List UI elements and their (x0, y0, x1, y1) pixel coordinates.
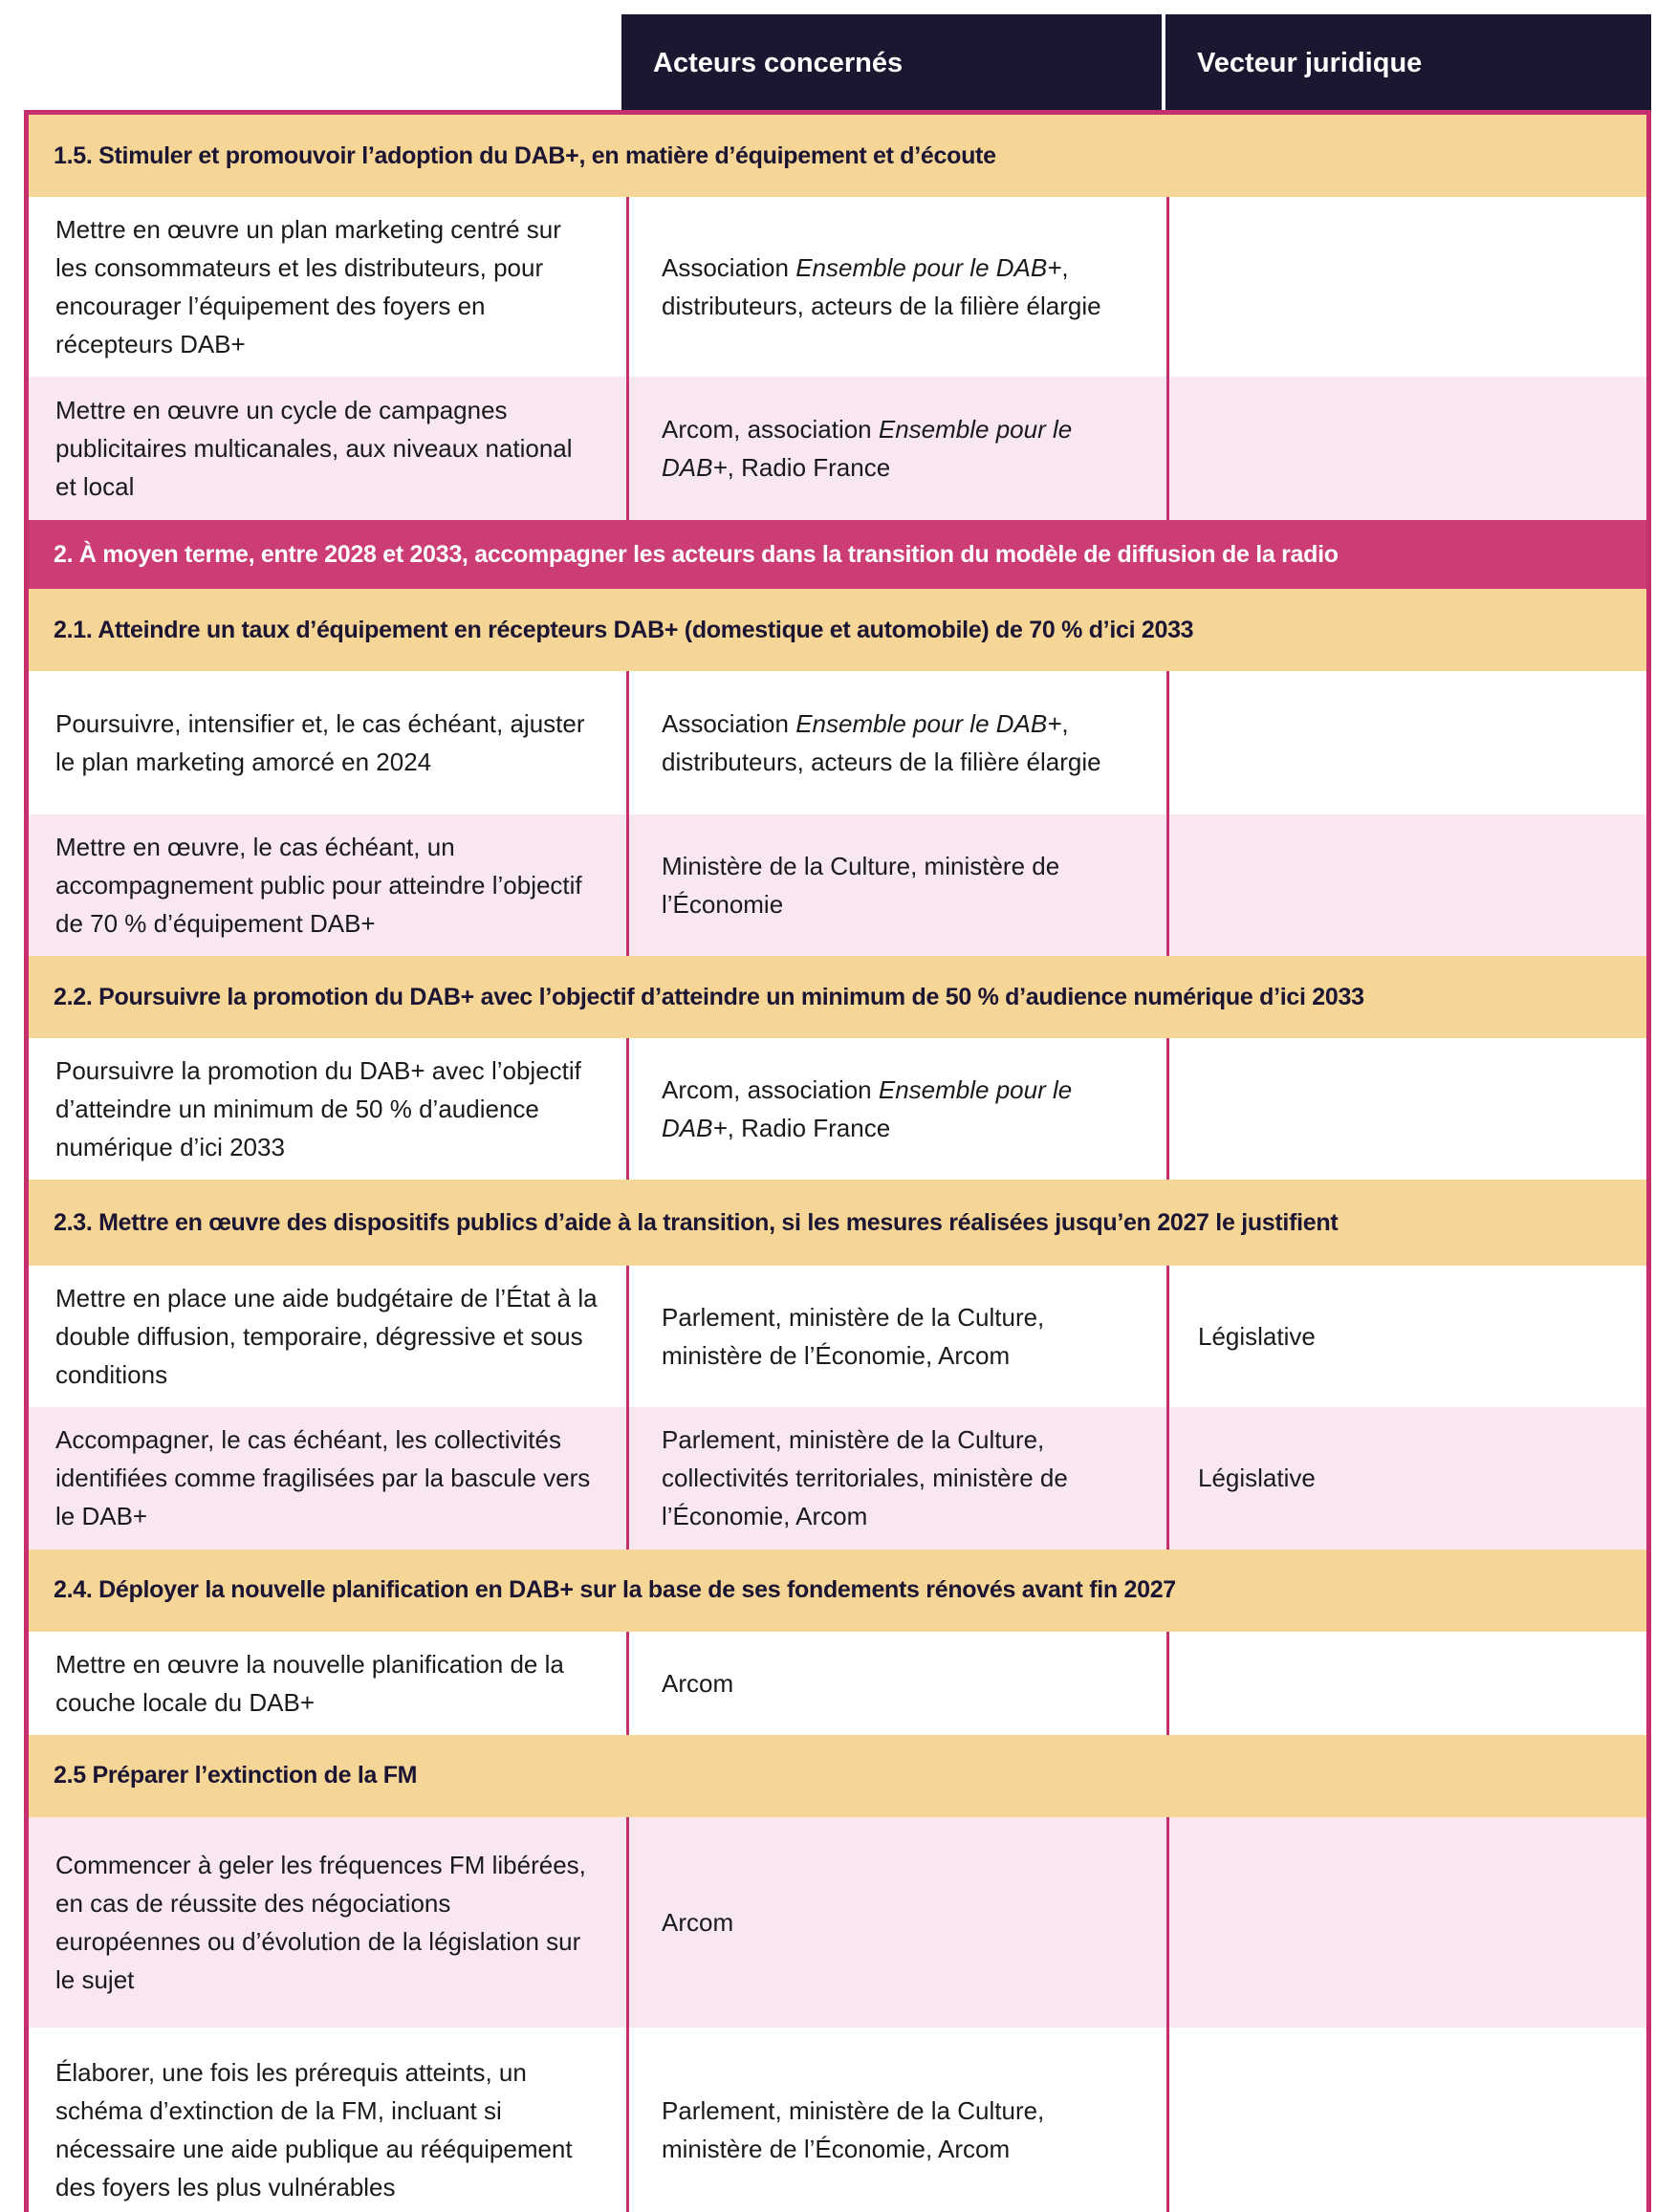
acteurs-cell-text: Ministère de la Culture, ministère de l’Économie (662, 852, 1060, 920)
vecteur-cell (1166, 1817, 1646, 2028)
acteurs-cell (626, 197, 1166, 377)
acteurs-cell (626, 1407, 1166, 1549)
table-row (29, 1266, 1646, 1407)
acteurs-cell-text: Arcom, association Ensemble pour le DAB+, Radio France (662, 1075, 1073, 1143)
table-row (29, 814, 1646, 956)
section-header-label: 2. À moyen terme, entre 2028 et 2033, accompagner les acteurs dans la transition du modèle de diffusion de la radio (54, 540, 1339, 568)
table-row (29, 377, 1646, 520)
column-header-acteurs: Acteurs concernés (621, 14, 1162, 113)
section-header-row (29, 1735, 1646, 1817)
action-cell-text: Commencer à geler les fréquences FM libérées, en cas de réussite des négociations européennes ou d’évolution de la législation sur le sujet (55, 1850, 586, 1994)
acteurs-cell-text: Arcom (662, 1668, 734, 1698)
acteurs-cell (626, 1266, 1166, 1407)
section-header-row (29, 1180, 1646, 1266)
vecteur-cell (1166, 814, 1646, 956)
phase-header-row (29, 520, 1646, 589)
vecteur-cell (1166, 377, 1646, 520)
vecteur-cell (1166, 1407, 1646, 1549)
acteurs-cell (626, 377, 1166, 520)
action-cell-text: Mettre en œuvre un plan marketing centré sur les consommateurs et les distributeurs, pour encourager l’équipement des foyers en récepteurs DAB+ (55, 215, 561, 359)
table-row (29, 197, 1646, 377)
section-header-label: 2.5 Préparer l’extinction de la FM (54, 1762, 418, 1789)
action-cell (29, 1266, 626, 1407)
acteurs-cell-text: Parlement, ministère de la Culture, collectivités territoriales, ministère de l’Économie, Arcom (662, 1425, 1068, 1531)
action-cell-text: Accompagner, le cas échéant, les collectivités identifiées comme fragilisées par la bascule vers le DAB+ (55, 1425, 591, 1531)
vecteur-cell (1166, 2028, 1646, 2212)
action-cell-text: Élaborer, une fois les prérequis atteints, un schéma d’extinction de la FM, incluant si nécessaire une aide publique au rééquipement des foyers les plus vulnérables (55, 2058, 573, 2202)
table-column-headers (24, 14, 1651, 113)
section-header-row (29, 115, 1646, 197)
action-cell (29, 2028, 626, 2212)
action-cell-text: Mettre en œuvre la nouvelle planification de la couche locale du DAB+ (55, 1649, 564, 1717)
action-cell-text: Poursuivre la promotion du DAB+ avec l’objectif d’atteindre un minimum de 50 % d’audience numérique d’ici 2033 (55, 1056, 581, 1162)
acteurs-cell (626, 1817, 1166, 2028)
acteurs-cell (626, 814, 1166, 956)
table-row (29, 1038, 1646, 1180)
acteurs-cell-text: Parlement, ministère de la Culture, ministère de l’Économie, Arcom (662, 2096, 1045, 2164)
action-cell-text: Mettre en place une aide budgétaire de l’État à la double diffusion, temporaire, dégressive et sous conditions (55, 1284, 598, 1390)
action-cell-text: Poursuivre, intensifier et, le cas échéant, ajuster le plan marketing amorcé en 2024 (55, 709, 585, 777)
action-cell (29, 1632, 626, 1735)
table-row (29, 1407, 1646, 1549)
action-cell (29, 1407, 626, 1549)
action-cell-text: Mettre en œuvre un cycle de campagnes publicitaires multicanales, aux niveaux national et local (55, 396, 573, 502)
table-row (29, 1632, 1646, 1735)
section-header-row (29, 589, 1646, 671)
section-header-label: 1.5. Stimuler et promouvoir l’adoption du DAB+, en matière d’équipement et d’écoute (54, 141, 996, 169)
vecteur-cell (1166, 671, 1646, 814)
acteurs-cell (626, 1632, 1166, 1735)
vecteur-cell-text: Législative (1198, 1464, 1316, 1493)
table-row (29, 1817, 1646, 2028)
action-cell (29, 1817, 626, 2028)
vecteur-cell (1166, 1632, 1646, 1735)
acteurs-cell-text: Arcom (662, 1907, 734, 1937)
acteurs-cell-text: Arcom, association Ensemble pour le DAB+, Radio France (662, 415, 1073, 483)
table-row (29, 671, 1646, 814)
acteurs-cell-text: Parlement, ministère de la Culture, ministère de l’Économie, Arcom (662, 1303, 1045, 1371)
action-cell (29, 1038, 626, 1180)
column-header-vecteur: Vecteur juridique (1165, 14, 1651, 113)
section-header-row (29, 1550, 1646, 1632)
acteurs-cell (626, 2028, 1166, 2212)
section-header-label: 2.1. Atteindre un taux d’équipement en récepteurs DAB+ (domestique et automobile) de 70 % d’ici 2033 (54, 616, 1194, 643)
vecteur-cell (1166, 1038, 1646, 1180)
section-header-label: 2.3. Mettre en œuvre des dispositifs publics d’aide à la transition, si les mesures réalisées jusqu’en 2027 le justifient (54, 1208, 1339, 1236)
acteurs-cell-text: Association Ensemble pour le DAB+, distributeurs, acteurs de la filière élargie (662, 253, 1101, 321)
action-cell (29, 814, 626, 956)
section-header-row (29, 956, 1646, 1038)
action-cell (29, 197, 626, 377)
vecteur-cell-text: Législative (1198, 1322, 1316, 1352)
column-header-spacer (24, 14, 621, 113)
section-header-label: 2.4. Déployer la nouvelle planification en DAB+ sur la base de ses fondements rénovés avant fin 2027 (54, 1576, 1176, 1603)
section-header-label: 2.2. Poursuivre la promotion du DAB+ avec l’objectif d’atteindre un minimum de 50 % d’audience numérique d’ici 2033 (54, 983, 1364, 1010)
action-plan-table (24, 110, 1651, 2212)
acteurs-cell-text: Association Ensemble pour le DAB+, distributeurs, acteurs de la filière élargie (662, 709, 1101, 777)
action-cell-text: Mettre en œuvre, le cas échéant, un accompagnement public pour atteindre l’objectif de 70 % d’équipement DAB+ (55, 833, 582, 939)
acteurs-cell (626, 1038, 1166, 1180)
vecteur-cell (1166, 197, 1646, 377)
vecteur-cell (1166, 1266, 1646, 1407)
acteurs-cell (626, 671, 1166, 814)
action-cell (29, 671, 626, 814)
table-row (29, 2028, 1646, 2212)
action-cell (29, 377, 626, 520)
